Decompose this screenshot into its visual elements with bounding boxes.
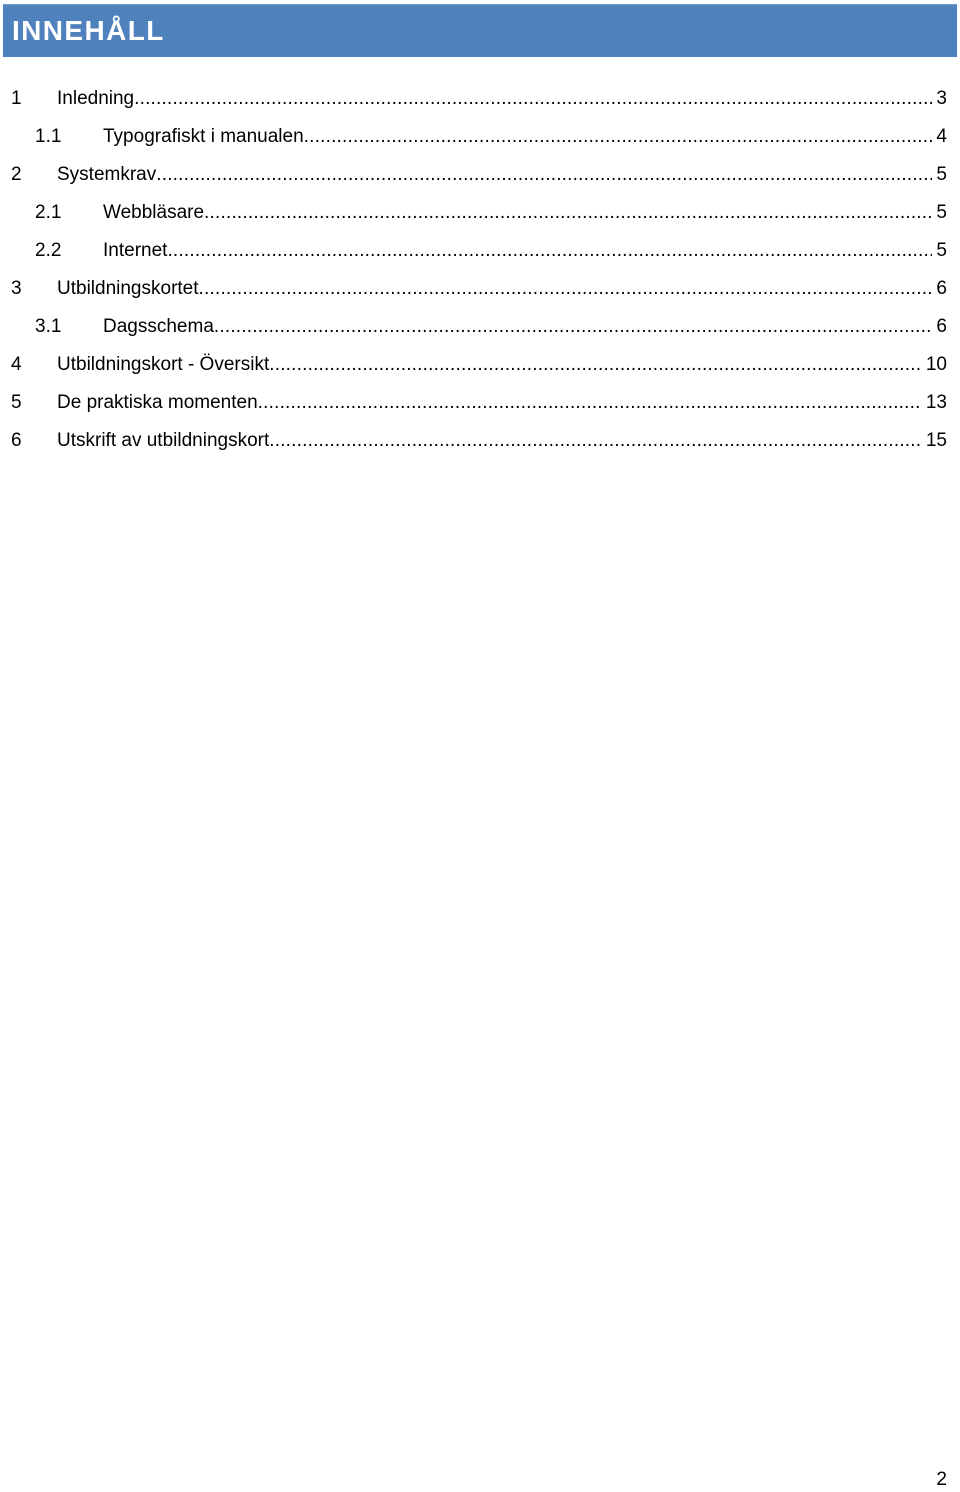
toc-dot-leader: [258, 384, 922, 422]
toc-entry[interactable]: [0, 194, 960, 232]
toc-entry-page: 5: [936, 164, 947, 185]
toc-entry-page: 3: [936, 88, 947, 109]
toc-entry-number: 1: [11, 88, 22, 109]
toc-entry[interactable]: [0, 118, 960, 156]
toc-dot-leader: [269, 422, 922, 460]
toc-entry-title: Dagsschema: [103, 316, 214, 337]
toc-dot-leader: [199, 270, 933, 308]
toc-entry-title: Typografiskt i manualen: [103, 126, 304, 147]
toc-entry-title: Systemkrav: [57, 164, 157, 185]
toc-entry-number: 3: [11, 278, 22, 299]
toc-entry-number: 5: [11, 392, 22, 413]
toc-entry[interactable]: [0, 80, 960, 118]
toc-entry[interactable]: [0, 384, 960, 422]
toc-entry-title: De praktiska momenten: [57, 392, 258, 413]
toc-dot-leader: [156, 156, 932, 194]
toc-entry-page: 4: [936, 126, 947, 147]
toc-entry[interactable]: [0, 308, 960, 346]
toc-entry-page: 10: [925, 354, 947, 375]
toc-entry-title: Utskrift av utbildningskort: [57, 430, 270, 451]
page-title: INNEHÅLL: [12, 15, 165, 46]
heading-bar: [3, 4, 957, 57]
toc-entry-number: 6: [11, 430, 22, 451]
toc-dot-leader: [134, 80, 932, 118]
toc-entry[interactable]: [0, 156, 960, 194]
toc-entry-number: 1.1: [35, 126, 62, 147]
toc-entry[interactable]: [0, 270, 960, 308]
toc-entry-number: 2.2: [35, 240, 62, 261]
toc-dot-leader: [304, 118, 933, 156]
toc-entry-title: Webbläsare: [103, 202, 205, 223]
toc-entry-title: Utbildningskortet: [57, 278, 199, 299]
toc-dot-leader: [204, 194, 932, 232]
toc-entry-page: 13: [925, 392, 947, 413]
toc-entry-title: Inledning: [57, 88, 135, 109]
toc-entry-number: 3.1: [35, 316, 62, 337]
toc-entry[interactable]: [0, 422, 960, 460]
toc-dot-leader: [269, 346, 922, 384]
page-number: 2: [936, 1469, 947, 1490]
toc-entry-page: 5: [936, 202, 947, 223]
toc-entry-page: 5: [936, 240, 947, 261]
toc-dot-leader: [167, 232, 932, 270]
toc-entry-page: 6: [936, 316, 947, 337]
toc-entry-number: 2.1: [35, 202, 62, 223]
toc-dot-leader: [214, 308, 933, 346]
toc-entry-title: Internet: [103, 240, 168, 261]
toc-entry-page: 6: [936, 278, 947, 299]
toc-entry-page: 15: [925, 430, 947, 451]
toc-entry-number: 2: [11, 164, 22, 185]
toc-entry-number: 4: [11, 354, 22, 375]
toc-entry[interactable]: [0, 232, 960, 270]
toc-entry-title: Utbildningskort - Översikt: [57, 354, 270, 375]
toc-entry[interactable]: [0, 346, 960, 384]
